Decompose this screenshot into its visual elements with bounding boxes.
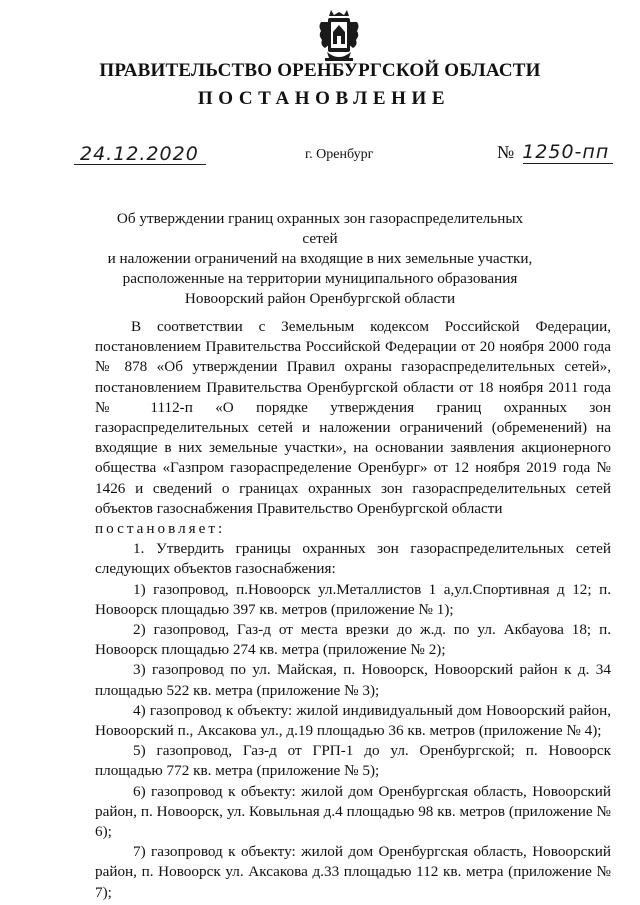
list-item: 6) газопровод к объекту: жилой дом Оренбургская область, Новоорский район, п. Новоорск, ул. Ковыльная д.4 площадью 98 кв. метров (приложение № 6); (95, 782, 611, 841)
document-number-block (497, 141, 609, 163)
document-type: ПОСТАНОВЛЕНИЕ (197, 88, 451, 109)
number-sign: № (497, 142, 515, 162)
document-date: 24.12.2020 (80, 143, 199, 165)
list-item: 4) газопровод к объекту: жилой индивидуальный дом Новоорский район, Новоорский п., Аксакова ул., д.19 площадью 36 кв. метров (приложение № 4); (95, 701, 611, 740)
decree-word: постановляет: (95, 520, 226, 538)
subject-line: расположенные на территории муниципального образования (122, 270, 518, 287)
document-subject (100, 209, 540, 309)
number-underline (523, 163, 613, 164)
document-body (95, 317, 611, 903)
list-item: 1. Утвердить границы охранных зон газораспределительных сетей следующих объектов газоснабжения: (95, 540, 611, 578)
document-number: 1250-пп (522, 141, 610, 163)
list-item: 5) газопровод, Газ-д от ГРП-1 до ул. Оренбургской; п. Новоорск площадью 772 кв. метра (приложение № 5); (95, 742, 611, 780)
government-title: ПРАВИТЕЛЬСТВО ОРЕНБУРГСКОЙ ОБЛАСТИ (99, 60, 541, 81)
list-item: 3) газопровод по ул. Майская, п. Новоорск, Новоорский район к д. 34 площадью 522 кв. метра (приложение № 3); (95, 661, 611, 699)
subject-line: и наложении ограничений на входящие в них земельные участки, (107, 250, 533, 267)
subject-line: Новоорский район Оренбургской области (184, 290, 456, 307)
document-city: г. Оренбург (305, 147, 374, 162)
list-item: 1) газопровод, п.Новоорск ул.Металлистов 1 а,ул.Спортивная д 12; п. Новоорск площадью 397 кв. метров (приложение № 1); (95, 580, 611, 618)
date-underline (74, 164, 206, 165)
subject-line: Об утверждении границ охранных зон газораспределительных сетей (116, 210, 524, 247)
list-item: 2) газопровод, Газ-д от места врезки до ж.д. по ул. Акбауова 18; п. Новоорск площадью 274 кв. метра (приложение № 2); (95, 621, 611, 659)
intro-paragraph: В соответствии с Земельным кодексом Российской Федерации, постановлением Правительства Российской Федерации от 20 ноября 2000 года № 878 «Об утверждении Правил охраны газораспределительных сетей», постановлением Правительства Оренбургской области от 18 ноября 2011 года № 1112-п «О порядке утверждения границ охранных зон газораспределительных сетей и наложении ограничений (обременений) на входящие в них земельные участки», на основании заявления акционерного общества «Газпром газораспределение Оренбург» от 12 ноября 2019 года № 1426 и сведений о границах охранных зон газораспределительных сетей объектов газоснабжения Правительство Оренбургской области (95, 318, 611, 517)
list-item: 7) газопровод к объекту: жилой дом Оренбургская область, Новоорский район, п. Новоорск ул. Аксакова д.33 площадью 112 кв. метра (приложение № 7); (95, 843, 611, 901)
coat-of-arms-icon (317, 8, 361, 64)
